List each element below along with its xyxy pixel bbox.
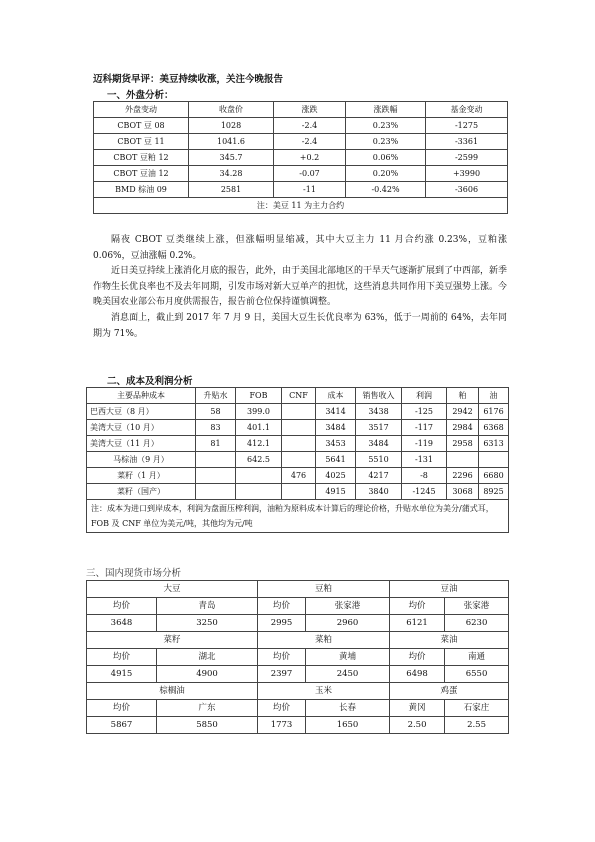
table-cell: -11 <box>274 182 346 198</box>
label-cell: 张家港 <box>445 598 509 615</box>
table-cell <box>447 452 479 468</box>
table-header-cell: 粕 <box>447 388 479 404</box>
table-cell: 8925 <box>479 484 509 500</box>
value-cell: 2.55 <box>445 717 509 734</box>
table-cell: 2581 <box>189 182 274 198</box>
table-row <box>94 134 508 150</box>
table-cell: 0.20% <box>346 166 426 182</box>
paragraph: 消息面上，截止到 2017 年 7 月 9 日，美国大豆生长优良率为 63%，低于一周前的 64%，去年同期为 71%。 <box>93 312 507 339</box>
section2-heading: 二、成本及利润分析 <box>107 376 193 387</box>
table-note: 注：美豆 11 为主力合约 <box>94 198 508 214</box>
report-title: 迈科期货早评：美豆持续收涨，关注今晚报告 <box>93 74 284 85</box>
group-header-row <box>87 683 509 700</box>
table-cell: CBOT 豆粕 12 <box>94 150 189 166</box>
label-cell: 黄埔 <box>306 649 390 666</box>
group-header: 菜粕 <box>258 632 390 649</box>
table-cell: 3068 <box>447 484 479 500</box>
value-cell: 2397 <box>258 666 306 683</box>
table-cell: CBOT 豆 11 <box>94 134 189 150</box>
value-cell: 5850 <box>157 717 258 734</box>
table-row <box>87 484 509 500</box>
table-cell: 0.23% <box>346 134 426 150</box>
table-cell: 6176 <box>479 404 509 420</box>
table-cell: -8 <box>402 468 447 484</box>
label-cell: 均价 <box>390 598 445 615</box>
table-cell: 3414 <box>316 404 356 420</box>
label-cell: 均价 <box>258 700 306 717</box>
table-cell: -117 <box>402 420 447 436</box>
table-cell: BMD 棕油 09 <box>94 182 189 198</box>
section1-heading: 一、外盘分析： <box>107 90 174 101</box>
table-cell: CBOT 豆油 12 <box>94 166 189 182</box>
paragraph: 近日美豆持续上涨消化月底的报告，此外，由于美国北部地区的干旱天气逐渐扩展到了中西部，新季作物生长优良率也不及去年同期，引发市场对新大豆单产的担忧，这些消息共同作用下美豆强势上涨。今晚美国农业部公布月度供需报告，报告前仓位保持谨慎调整。 <box>93 266 508 308</box>
table-cell: -131 <box>402 452 447 468</box>
label-row <box>87 649 509 666</box>
table-cell: 3453 <box>316 436 356 452</box>
label-cell: 湖北 <box>157 649 258 666</box>
table-header-cell: 收盘价 <box>189 102 274 118</box>
table-cell: 412.1 <box>236 436 282 452</box>
table-row <box>94 166 508 182</box>
table-cell: 6680 <box>479 468 509 484</box>
table-header-cell: 油 <box>479 388 509 404</box>
table-cell: 3484 <box>356 436 402 452</box>
table-cell <box>282 484 316 500</box>
table-cell: 3517 <box>356 420 402 436</box>
table-cell: 5641 <box>316 452 356 468</box>
table-header-cell: 外盘变动 <box>94 102 189 118</box>
value-cell: 1773 <box>258 717 306 734</box>
table-cell: 4217 <box>356 468 402 484</box>
table-cell: 58 <box>196 404 236 420</box>
table-cell: 2296 <box>447 468 479 484</box>
table-cell: 2958 <box>447 436 479 452</box>
label-cell: 均价 <box>87 700 157 717</box>
table-cell: -3606 <box>426 182 508 198</box>
table-cell: 642.5 <box>236 452 282 468</box>
group-header-row <box>87 632 509 649</box>
table-cell: -2.4 <box>274 134 346 150</box>
table-cell: 菜籽（1 月） <box>87 468 196 484</box>
table-header-row <box>94 102 508 118</box>
value-cell: 3648 <box>87 615 157 632</box>
table-cell <box>282 420 316 436</box>
table-cell: 81 <box>196 436 236 452</box>
table-cell: 3484 <box>316 420 356 436</box>
table-cell: -2.4 <box>274 118 346 134</box>
table-cell: 0.06% <box>346 150 426 166</box>
label-cell: 均价 <box>390 649 445 666</box>
value-cell: 5867 <box>87 717 157 734</box>
table-header-cell: 销售收入 <box>356 388 402 404</box>
table-cell: -3361 <box>426 134 508 150</box>
label-cell: 青岛 <box>157 598 258 615</box>
label-cell: 黄冈 <box>390 700 445 717</box>
value-cell: 2960 <box>306 615 390 632</box>
domestic-spot-table <box>86 580 509 734</box>
overseas-market-table <box>93 101 508 214</box>
table-cell <box>196 452 236 468</box>
table-row <box>94 150 508 166</box>
table-cell: +0.2 <box>274 150 346 166</box>
value-cell: 2.50 <box>390 717 445 734</box>
value-cell: 6550 <box>445 666 509 683</box>
table-cell: 美湾大豆（11 月） <box>87 436 196 452</box>
group-header: 棕榈油 <box>87 683 258 700</box>
table-cell: -1275 <box>426 118 508 134</box>
table-cell: -0.07 <box>274 166 346 182</box>
table-note-row <box>87 500 509 533</box>
table-header-cell: 主要品种成本 <box>87 388 196 404</box>
table-cell: -119 <box>402 436 447 452</box>
table-row <box>87 468 509 484</box>
table-cell: 3840 <box>356 484 402 500</box>
value-row <box>87 717 509 734</box>
table-header-row <box>87 388 509 404</box>
section3-heading: 三、国内现货市场分析 <box>86 568 182 579</box>
table-row <box>94 182 508 198</box>
label-cell: 石家庄 <box>445 700 509 717</box>
value-cell: 3250 <box>157 615 258 632</box>
table-row <box>94 118 508 134</box>
table-cell <box>282 436 316 452</box>
table-cell: 0.23% <box>346 118 426 134</box>
table-cell <box>282 452 316 468</box>
value-cell: 4915 <box>87 666 157 683</box>
table-header-cell: 利润 <box>402 388 447 404</box>
label-cell: 均价 <box>87 598 157 615</box>
label-row <box>87 700 509 717</box>
table-cell: 2942 <box>447 404 479 420</box>
table-cell: 6368 <box>479 420 509 436</box>
table-row <box>87 452 509 468</box>
label-cell: 均价 <box>87 649 157 666</box>
table-cell: 4025 <box>316 468 356 484</box>
paragraph: 隔夜 CBOT 豆类继续上涨，但涨幅明显缩减，其中大豆主力 11 月合约涨 0.23%，豆粕涨 0.06%，豆油涨幅 0.2%。 <box>93 235 507 261</box>
table-header-cell: 升贴水 <box>196 388 236 404</box>
group-header: 菜油 <box>390 632 509 649</box>
table-cell: 马棕油（9 月） <box>87 452 196 468</box>
label-cell: 广东 <box>157 700 258 717</box>
table-row <box>87 404 509 420</box>
table-cell: 399.0 <box>236 404 282 420</box>
table-cell: 83 <box>196 420 236 436</box>
table-header-cell: 涨跌幅 <box>346 102 426 118</box>
table-note-row <box>94 198 508 214</box>
table-cell <box>196 468 236 484</box>
label-row <box>87 598 509 615</box>
table-cell: 401.1 <box>236 420 282 436</box>
table-cell <box>282 404 316 420</box>
table-cell: 476 <box>282 468 316 484</box>
table-row <box>87 420 509 436</box>
table-cell: -0.42% <box>346 182 426 198</box>
table-cell: -125 <box>402 404 447 420</box>
table-cell: +3990 <box>426 166 508 182</box>
table-cell: 4915 <box>316 484 356 500</box>
group-header: 豆粕 <box>258 581 390 598</box>
analysis-text <box>93 233 507 342</box>
value-cell: 4900 <box>157 666 258 683</box>
table-header-cell: 成本 <box>316 388 356 404</box>
table-cell: 345.7 <box>189 150 274 166</box>
group-header: 菜籽 <box>87 632 258 649</box>
table-cell: 6313 <box>479 436 509 452</box>
table-cell: 2984 <box>447 420 479 436</box>
table-cell <box>236 468 282 484</box>
label-cell: 张家港 <box>306 598 390 615</box>
table-cell: 巴西大豆（8 月） <box>87 404 196 420</box>
label-cell: 均价 <box>258 598 306 615</box>
label-cell: 均价 <box>258 649 306 666</box>
table-header-cell: CNF <box>282 388 316 404</box>
table-cell: 3438 <box>356 404 402 420</box>
table-cell <box>196 484 236 500</box>
table-cell <box>236 484 282 500</box>
table-row <box>87 436 509 452</box>
table-header-cell: 涨跌 <box>274 102 346 118</box>
table-cell: 5510 <box>356 452 402 468</box>
group-header: 玉米 <box>258 683 390 700</box>
cost-profit-table <box>86 387 509 533</box>
table-cell: -2599 <box>426 150 508 166</box>
table-cell <box>479 452 509 468</box>
table-cell: 菜籽（国产） <box>87 484 196 500</box>
label-cell: 长春 <box>306 700 390 717</box>
table-header-cell: FOB <box>236 388 282 404</box>
value-cell: 2450 <box>306 666 390 683</box>
group-header: 大豆 <box>87 581 258 598</box>
value-cell: 6230 <box>445 615 509 632</box>
value-row <box>87 615 509 632</box>
value-cell: 6498 <box>390 666 445 683</box>
table-cell: 1028 <box>189 118 274 134</box>
table-cell: 1041.6 <box>189 134 274 150</box>
table-cell: 34.28 <box>189 166 274 182</box>
value-cell: 1650 <box>306 717 390 734</box>
value-cell: 6121 <box>390 615 445 632</box>
table-cell: 美湾大豆（10 月） <box>87 420 196 436</box>
value-cell: 2995 <box>258 615 306 632</box>
group-header-row <box>87 581 509 598</box>
table-header-cell: 基金变动 <box>426 102 508 118</box>
value-row <box>87 666 509 683</box>
table-cell: -1245 <box>402 484 447 500</box>
group-header: 鸡蛋 <box>390 683 509 700</box>
label-cell: 南通 <box>445 649 509 666</box>
group-header: 豆油 <box>390 581 509 598</box>
table-cell: CBOT 豆 08 <box>94 118 189 134</box>
table-note: 注：成本为进口到岸成本，利润为盘面压榨利润，油粕为原料成本计算后的理论价格，升贴水单位为美分/蒲式耳，FOB 及 CNF 单位为美元/吨，其他均为元/吨 <box>87 500 509 533</box>
